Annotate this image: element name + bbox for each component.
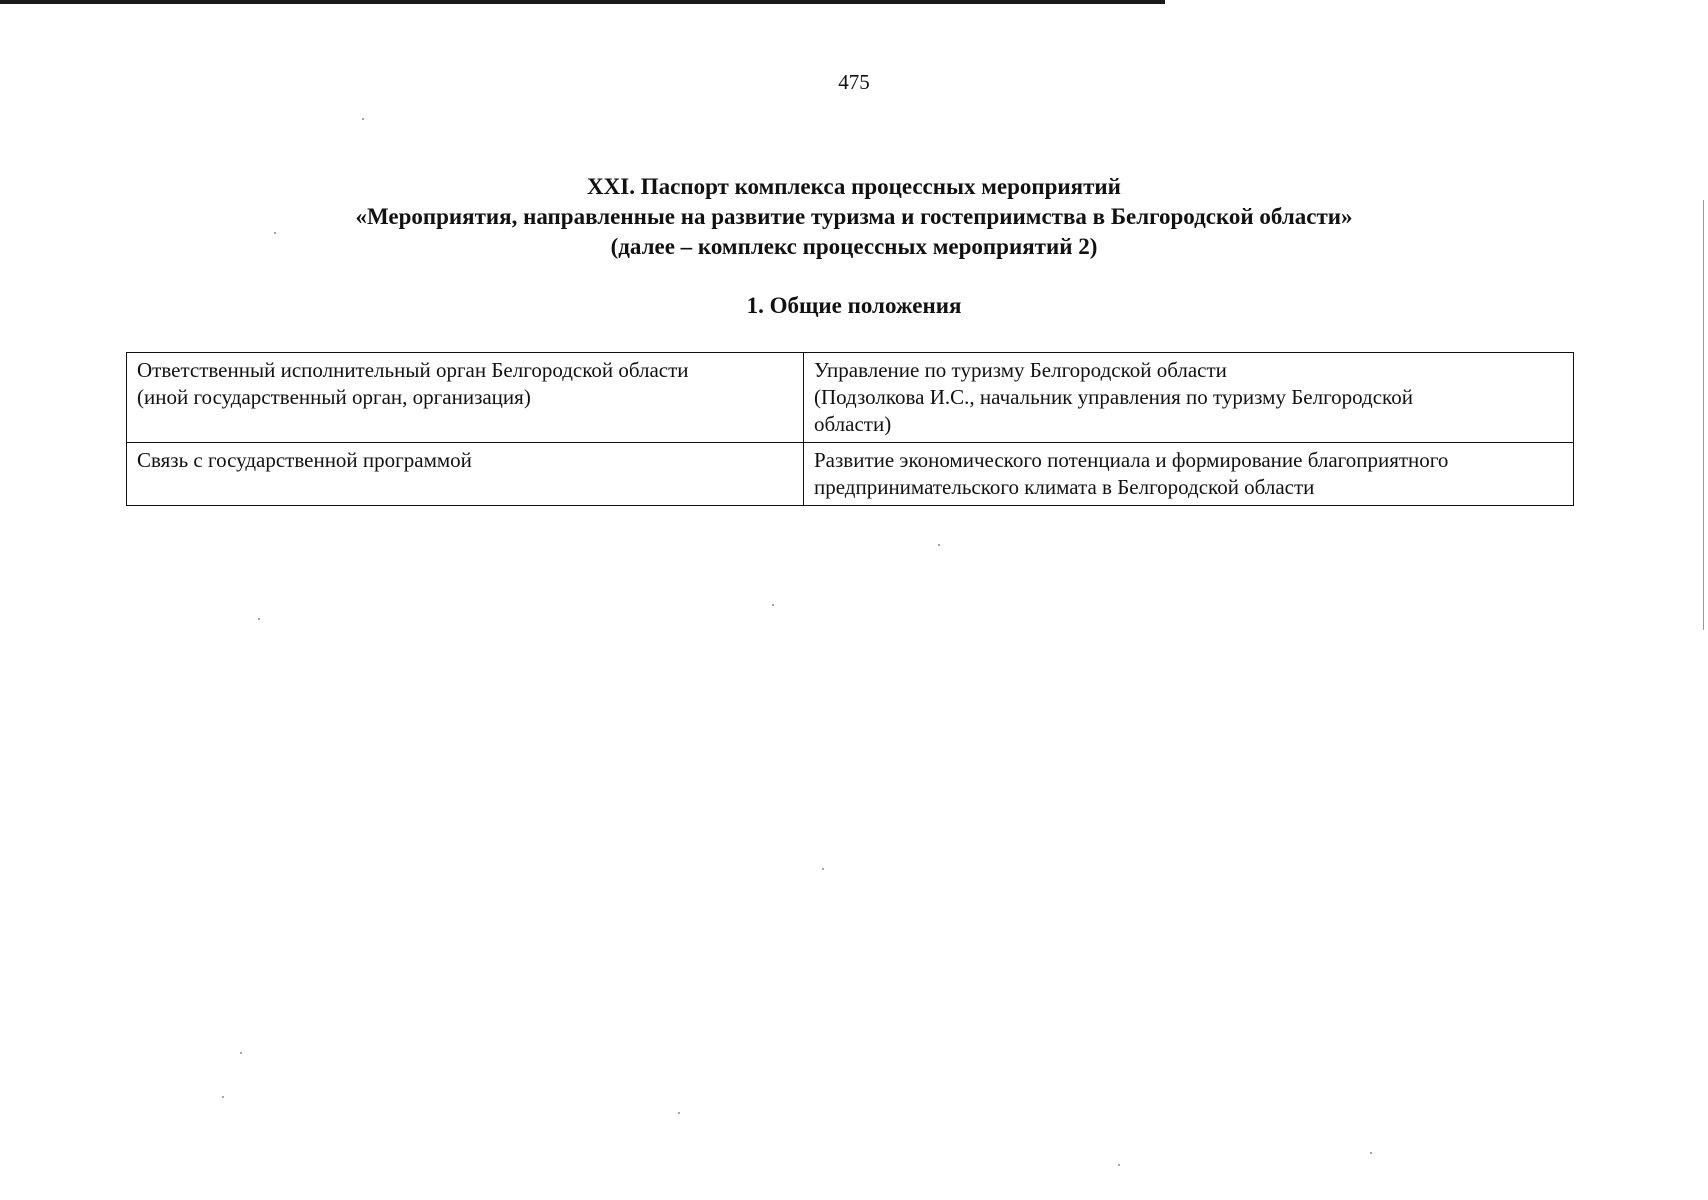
table-cell-value	[804, 353, 1574, 443]
table-row	[127, 353, 1574, 443]
scan-speck	[822, 868, 824, 870]
cell-text-line: Связь с государственной программой	[137, 448, 472, 472]
title-line-3: (далее – комплекс процессных мероприятий 2)	[610, 234, 1098, 259]
table-row	[127, 443, 1574, 506]
table-cell-value	[804, 443, 1574, 506]
scan-border-right	[1703, 200, 1704, 630]
scan-speck	[938, 544, 940, 546]
scan-speck	[258, 618, 260, 620]
scan-speck	[274, 232, 276, 234]
scan-speck	[362, 118, 364, 120]
scan-speck	[1118, 1164, 1120, 1166]
scan-speck	[240, 1052, 242, 1054]
cell-text-line: области)	[814, 412, 892, 436]
scan-speck	[678, 1112, 680, 1114]
passport-table	[126, 352, 1574, 506]
document-title	[0, 172, 1708, 262]
cell-text-line: Развитие экономического потенциала и формирование благоприятного	[814, 448, 1449, 472]
cell-text-line: (иной государственный орган, организация)	[137, 385, 531, 409]
title-line-1: XXI. Паспорт комплекса процессных мероприятий	[587, 174, 1121, 199]
table-cell-label	[127, 353, 804, 443]
table-cell-label	[127, 443, 804, 506]
scan-speck	[772, 604, 774, 606]
cell-text-line: предпринимательского климата в Белгородской области	[814, 475, 1315, 499]
scan-speck	[1370, 1152, 1372, 1154]
cell-text-line: Ответственный исполнительный орган Белгородской области	[137, 358, 689, 382]
scan-border-top	[0, 0, 1165, 4]
title-line-2: «Мероприятия, направленные на развитие туризма и гостеприимства в Белгородской области»	[355, 204, 1353, 229]
section-heading: 1. Общие положения	[746, 293, 962, 318]
scan-speck	[222, 1096, 224, 1098]
cell-text-line: Управление по туризму Белгородской области	[814, 358, 1227, 382]
cell-text-line: (Подзолкова И.С., начальник управления по туризму Белгородской	[814, 385, 1413, 409]
page-number: 475	[838, 70, 870, 94]
